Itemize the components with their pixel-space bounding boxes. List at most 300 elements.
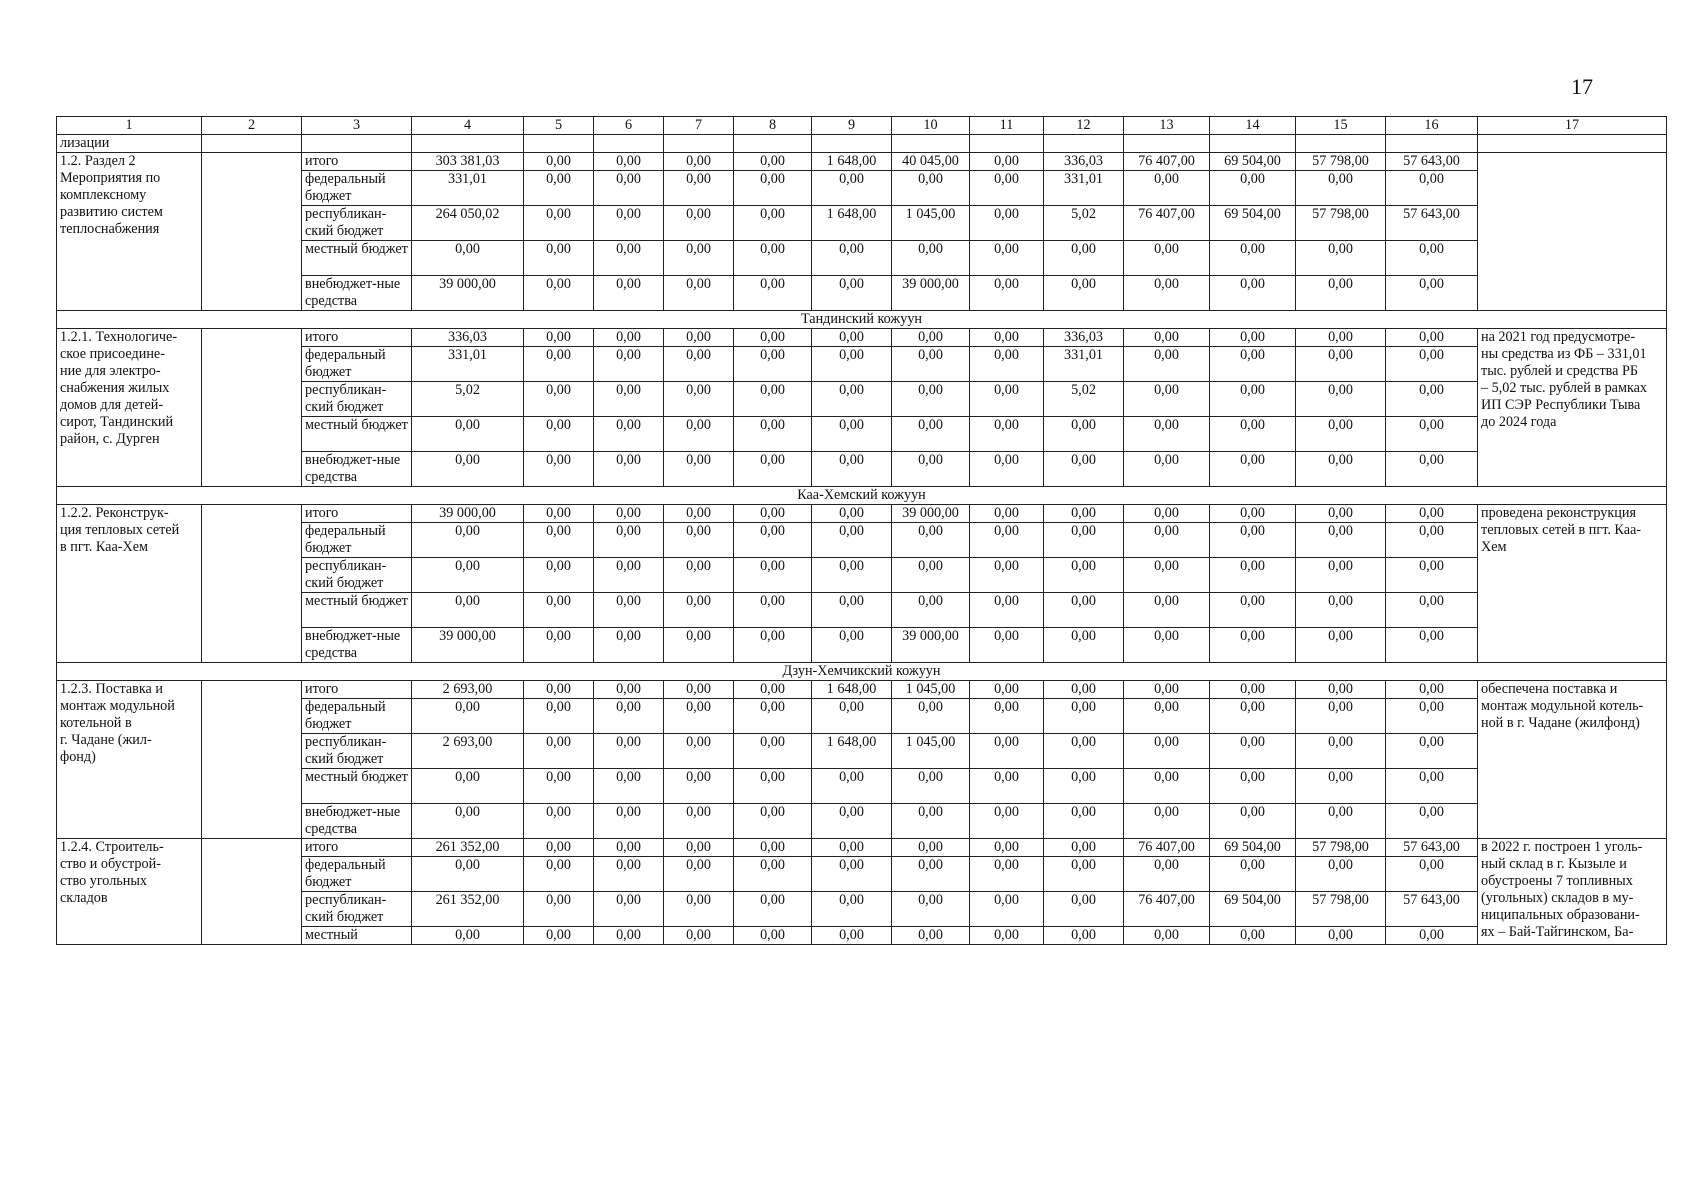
value-cell: 0,00	[664, 734, 734, 769]
funding-source: местный бюджет	[302, 241, 412, 276]
item-name: 1.2. Раздел 2 Мероприятия по комплексному развитию систем теплоснабжения	[57, 153, 202, 311]
value-cell: 0,00	[1044, 523, 1124, 558]
value-cell: 0,00	[524, 276, 594, 311]
value-cell: 0,00	[524, 382, 594, 417]
executor-cell	[202, 505, 302, 663]
value-cell: 0,00	[734, 329, 812, 347]
value-cell: 0,00	[734, 171, 812, 206]
value-cell: 57 798,00	[1296, 839, 1386, 857]
district-name: Тандинский кожуун	[57, 311, 1667, 329]
value-cell: 0,00	[970, 628, 1044, 663]
value-cell: 0,00	[1210, 382, 1296, 417]
value-cell: 0,00	[734, 276, 812, 311]
value-cell: 0,00	[1386, 558, 1478, 593]
value-cell: 0,00	[892, 558, 970, 593]
value-cell: 0,00	[892, 857, 970, 892]
column-header: 10	[892, 117, 970, 135]
value-cell: 0,00	[1124, 558, 1210, 593]
value-cell: 0,00	[1210, 628, 1296, 663]
value-cell: 0,00	[812, 347, 892, 382]
funding-source: местный	[302, 927, 412, 945]
value-cell: 0,00	[812, 593, 892, 628]
funding-source: федеральный бюджет	[302, 523, 412, 558]
value-cell: 0,00	[594, 839, 664, 857]
value-cell: 0,00	[524, 329, 594, 347]
value-cell: 0,00	[1386, 769, 1478, 804]
value-cell: 0,00	[524, 153, 594, 171]
value-cell: 0,00	[1124, 276, 1210, 311]
value-cell: 5,02	[412, 382, 524, 417]
value-cell: 336,03	[412, 329, 524, 347]
value-cell: 0,00	[970, 734, 1044, 769]
value-cell: 0,00	[734, 347, 812, 382]
value-cell: 0,00	[1044, 558, 1124, 593]
district-name: Дзун-Хемчикский кожуун	[57, 663, 1667, 681]
value-cell: 0,00	[1296, 857, 1386, 892]
value-cell: 0,00	[594, 206, 664, 241]
value-cell: 0,00	[412, 417, 524, 452]
empty-cell	[1124, 135, 1210, 153]
value-cell: 0,00	[970, 857, 1044, 892]
value-cell: 0,00	[970, 505, 1044, 523]
value-cell: 0,00	[664, 927, 734, 945]
value-cell: 76 407,00	[1124, 153, 1210, 171]
executor-cell	[202, 153, 302, 311]
value-cell: 0,00	[1296, 417, 1386, 452]
funding-source: итого	[302, 153, 412, 171]
value-cell: 0,00	[1296, 276, 1386, 311]
value-cell: 0,00	[524, 892, 594, 927]
value-cell: 0,00	[734, 505, 812, 523]
value-cell: 0,00	[412, 452, 524, 487]
value-cell: 40 045,00	[892, 153, 970, 171]
value-cell: 0,00	[1210, 523, 1296, 558]
empty-cell	[1478, 135, 1667, 153]
table-row	[57, 505, 1667, 523]
value-cell: 336,03	[1044, 329, 1124, 347]
value-cell: 0,00	[1296, 171, 1386, 206]
value-cell: 0,00	[812, 558, 892, 593]
value-cell: 331,01	[412, 171, 524, 206]
value-cell: 0,00	[1296, 593, 1386, 628]
value-cell: 0,00	[524, 505, 594, 523]
value-cell: 0,00	[1386, 523, 1478, 558]
value-cell: 0,00	[1386, 382, 1478, 417]
value-cell: 0,00	[734, 857, 812, 892]
value-cell: 0,00	[524, 699, 594, 734]
value-cell: 69 504,00	[1210, 839, 1296, 857]
value-cell: 0,00	[812, 452, 892, 487]
value-cell: 0,00	[1210, 769, 1296, 804]
value-cell: 0,00	[1210, 241, 1296, 276]
value-cell: 0,00	[524, 927, 594, 945]
value-cell: 0,00	[524, 171, 594, 206]
value-cell: 0,00	[1296, 558, 1386, 593]
value-cell: 0,00	[1386, 452, 1478, 487]
result-note	[1478, 153, 1667, 311]
value-cell: 0,00	[892, 892, 970, 927]
value-cell: 0,00	[1044, 699, 1124, 734]
value-cell: 0,00	[664, 276, 734, 311]
executor-cell	[202, 681, 302, 839]
value-cell: 336,03	[1044, 153, 1124, 171]
value-cell: 0,00	[734, 153, 812, 171]
value-cell: 0,00	[1296, 734, 1386, 769]
value-cell: 0,00	[812, 628, 892, 663]
value-cell: 0,00	[1124, 171, 1210, 206]
value-cell: 0,00	[1210, 171, 1296, 206]
value-cell: 0,00	[664, 241, 734, 276]
funding-source: итого	[302, 681, 412, 699]
value-cell: 0,00	[1044, 839, 1124, 857]
value-cell: 5,02	[1044, 206, 1124, 241]
value-cell: 2 693,00	[412, 681, 524, 699]
value-cell: 0,00	[970, 558, 1044, 593]
result-note: обеспечена поставка и монтаж модульной котель- ной в г. Чадане (жилфонд)	[1478, 681, 1667, 839]
value-cell: 0,00	[1296, 452, 1386, 487]
value-cell: 0,00	[524, 804, 594, 839]
value-cell: 0,00	[524, 857, 594, 892]
value-cell: 0,00	[524, 241, 594, 276]
value-cell: 0,00	[524, 417, 594, 452]
value-cell: 0,00	[412, 523, 524, 558]
value-cell: 0,00	[970, 417, 1044, 452]
value-cell: 0,00	[524, 206, 594, 241]
value-cell: 0,00	[970, 241, 1044, 276]
result-note: на 2021 год предусмотре- ны средства из ФБ – 331,01 тыс. рублей и средства РБ – 5,02 тыс. рублей в рамках ИП СЭР Республики Тыва до 2024 года	[1478, 329, 1667, 487]
value-cell: 0,00	[970, 681, 1044, 699]
value-cell: 0,00	[1296, 505, 1386, 523]
value-cell: 0,00	[734, 839, 812, 857]
column-header: 14	[1210, 117, 1296, 135]
value-cell: 0,00	[892, 171, 970, 206]
value-cell: 0,00	[594, 804, 664, 839]
value-cell: 0,00	[812, 892, 892, 927]
value-cell: 0,00	[524, 769, 594, 804]
value-cell: 0,00	[594, 558, 664, 593]
value-cell: 0,00	[594, 171, 664, 206]
value-cell: 0,00	[734, 734, 812, 769]
value-cell: 0,00	[1044, 241, 1124, 276]
value-cell: 0,00	[1124, 505, 1210, 523]
funding-source: внебюджет-ные средства	[302, 628, 412, 663]
value-cell: 0,00	[594, 593, 664, 628]
value-cell: 0,00	[734, 927, 812, 945]
district-row	[57, 311, 1667, 329]
value-cell: 0,00	[734, 628, 812, 663]
column-header: 9	[812, 117, 892, 135]
value-cell: 0,00	[524, 681, 594, 699]
value-cell: 0,00	[1044, 452, 1124, 487]
value-cell: 0,00	[970, 153, 1044, 171]
result-note: в 2022 г. построен 1 уголь- ный склад в г. Кызыле и обустроены 7 топливных (угольных) складов в му- ниципальных образовани- ях – Бай-Тайгинском, Ба-	[1478, 839, 1667, 945]
value-cell: 0,00	[1386, 681, 1478, 699]
value-cell: 0,00	[812, 241, 892, 276]
value-cell: 57 798,00	[1296, 206, 1386, 241]
value-cell: 57 798,00	[1296, 153, 1386, 171]
value-cell: 69 504,00	[1210, 153, 1296, 171]
value-cell: 0,00	[734, 681, 812, 699]
value-cell: 2 693,00	[412, 734, 524, 769]
funding-source: федеральный бюджет	[302, 171, 412, 206]
value-cell: 0,00	[812, 699, 892, 734]
value-cell: 0,00	[1210, 699, 1296, 734]
empty-cell	[412, 135, 524, 153]
value-cell: 0,00	[664, 558, 734, 593]
value-cell: 0,00	[812, 505, 892, 523]
column-header: 16	[1386, 117, 1478, 135]
budget-table	[56, 116, 1667, 945]
value-cell: 57 643,00	[1386, 206, 1478, 241]
value-cell: 0,00	[1210, 734, 1296, 769]
value-cell: 0,00	[1044, 505, 1124, 523]
column-header: 8	[734, 117, 812, 135]
column-header: 6	[594, 117, 664, 135]
value-cell: 0,00	[594, 769, 664, 804]
value-cell: 0,00	[970, 593, 1044, 628]
value-cell: 57 643,00	[1386, 839, 1478, 857]
column-header: 11	[970, 117, 1044, 135]
value-cell: 0,00	[734, 206, 812, 241]
value-cell: 0,00	[734, 593, 812, 628]
value-cell: 0,00	[1124, 769, 1210, 804]
value-cell: 0,00	[1124, 523, 1210, 558]
value-cell: 5,02	[1044, 382, 1124, 417]
value-cell: 0,00	[1296, 382, 1386, 417]
value-cell: 0,00	[892, 452, 970, 487]
value-cell: 0,00	[1124, 628, 1210, 663]
funding-source: республикан-ский бюджет	[302, 382, 412, 417]
value-cell: 0,00	[1124, 382, 1210, 417]
value-cell: 0,00	[970, 804, 1044, 839]
value-cell: 0,00	[524, 593, 594, 628]
value-cell: 0,00	[1296, 804, 1386, 839]
value-cell: 0,00	[1386, 276, 1478, 311]
value-cell: 57 798,00	[1296, 892, 1386, 927]
value-cell: 0,00	[1210, 452, 1296, 487]
value-cell: 0,00	[524, 558, 594, 593]
column-header: 1	[57, 117, 202, 135]
value-cell: 0,00	[892, 804, 970, 839]
value-cell: 57 643,00	[1386, 892, 1478, 927]
value-cell: 0,00	[734, 558, 812, 593]
value-cell: 0,00	[970, 699, 1044, 734]
district-name: Каа-Хемский кожуун	[57, 487, 1667, 505]
value-cell: 0,00	[1386, 593, 1478, 628]
value-cell: 0,00	[1044, 417, 1124, 452]
funding-source: федеральный бюджет	[302, 857, 412, 892]
value-cell: 0,00	[664, 505, 734, 523]
value-cell: 0,00	[594, 505, 664, 523]
value-cell: 0,00	[1124, 681, 1210, 699]
value-cell: 0,00	[1044, 857, 1124, 892]
value-cell: 0,00	[1386, 347, 1478, 382]
value-cell: 0,00	[970, 206, 1044, 241]
funding-source: федеральный бюджет	[302, 699, 412, 734]
value-cell: 0,00	[664, 699, 734, 734]
value-cell: 0,00	[1386, 857, 1478, 892]
funding-source: итого	[302, 839, 412, 857]
value-cell: 0,00	[664, 206, 734, 241]
value-cell: 0,00	[812, 171, 892, 206]
continuation-label: лизации	[57, 135, 202, 153]
value-cell: 0,00	[1044, 769, 1124, 804]
value-cell: 0,00	[734, 241, 812, 276]
column-header: 15	[1296, 117, 1386, 135]
table-row	[57, 681, 1667, 699]
value-cell: 0,00	[1210, 505, 1296, 523]
value-cell: 0,00	[594, 329, 664, 347]
empty-cell	[1210, 135, 1296, 153]
value-cell: 0,00	[524, 523, 594, 558]
value-cell: 0,00	[412, 558, 524, 593]
value-cell: 0,00	[812, 839, 892, 857]
continuation-row	[57, 135, 1667, 153]
item-name: 1.2.4. Строитель- ство и обустрой- ство угольных складов	[57, 839, 202, 945]
value-cell: 0,00	[1386, 628, 1478, 663]
value-cell: 0,00	[1210, 347, 1296, 382]
value-cell: 0,00	[594, 927, 664, 945]
value-cell: 0,00	[594, 857, 664, 892]
value-cell: 0,00	[412, 241, 524, 276]
result-note: проведена реконструкция тепловых сетей в пгт. Каа- Хем	[1478, 505, 1667, 663]
value-cell: 0,00	[892, 927, 970, 945]
value-cell: 0,00	[1210, 927, 1296, 945]
empty-cell	[202, 135, 302, 153]
value-cell: 0,00	[970, 523, 1044, 558]
value-cell: 0,00	[1296, 927, 1386, 945]
page-number: 17	[1571, 74, 1593, 99]
column-header: 2	[202, 117, 302, 135]
value-cell: 0,00	[1386, 699, 1478, 734]
funding-source: республикан-ский бюджет	[302, 734, 412, 769]
value-cell: 0,00	[1210, 804, 1296, 839]
value-cell: 1 045,00	[892, 681, 970, 699]
value-cell: 0,00	[1044, 681, 1124, 699]
value-cell: 261 352,00	[412, 892, 524, 927]
value-cell: 0,00	[970, 382, 1044, 417]
value-cell: 0,00	[1210, 417, 1296, 452]
value-cell: 0,00	[1124, 452, 1210, 487]
value-cell: 0,00	[594, 382, 664, 417]
value-cell: 69 504,00	[1210, 206, 1296, 241]
table-row	[57, 839, 1667, 857]
value-cell: 0,00	[812, 329, 892, 347]
empty-cell	[812, 135, 892, 153]
value-cell: 76 407,00	[1124, 892, 1210, 927]
value-cell: 0,00	[664, 523, 734, 558]
value-cell: 0,00	[1296, 241, 1386, 276]
funding-source: республикан-ский бюджет	[302, 892, 412, 927]
value-cell: 331,01	[1044, 171, 1124, 206]
value-cell: 0,00	[1210, 329, 1296, 347]
value-cell: 0,00	[594, 153, 664, 171]
value-cell: 0,00	[1044, 628, 1124, 663]
value-cell: 0,00	[1296, 681, 1386, 699]
executor-cell	[202, 329, 302, 487]
value-cell: 0,00	[734, 699, 812, 734]
empty-cell	[594, 135, 664, 153]
value-cell: 39 000,00	[412, 628, 524, 663]
value-cell: 76 407,00	[1124, 839, 1210, 857]
value-cell: 0,00	[664, 839, 734, 857]
value-cell: 0,00	[412, 699, 524, 734]
value-cell: 303 381,03	[412, 153, 524, 171]
value-cell: 0,00	[970, 171, 1044, 206]
funding-source: местный бюджет	[302, 769, 412, 804]
executor-cell	[202, 839, 302, 945]
value-cell: 0,00	[734, 452, 812, 487]
value-cell: 0,00	[1124, 857, 1210, 892]
value-cell: 0,00	[970, 927, 1044, 945]
value-cell: 0,00	[1296, 769, 1386, 804]
empty-cell	[1386, 135, 1478, 153]
value-cell: 0,00	[1044, 276, 1124, 311]
empty-cell	[302, 135, 412, 153]
column-header: 7	[664, 117, 734, 135]
value-cell: 1 648,00	[812, 206, 892, 241]
column-header: 5	[524, 117, 594, 135]
funding-source: федеральный бюджет	[302, 347, 412, 382]
funding-source: итого	[302, 505, 412, 523]
value-cell: 0,00	[1386, 417, 1478, 452]
value-cell: 0,00	[1296, 523, 1386, 558]
value-cell: 0,00	[1124, 417, 1210, 452]
funding-source: внебюджет-ные средства	[302, 804, 412, 839]
value-cell: 0,00	[812, 927, 892, 945]
column-header: 17	[1478, 117, 1667, 135]
value-cell: 0,00	[664, 857, 734, 892]
value-cell: 0,00	[1124, 699, 1210, 734]
empty-cell	[734, 135, 812, 153]
district-row	[57, 487, 1667, 505]
value-cell: 331,01	[412, 347, 524, 382]
value-cell: 1 045,00	[892, 206, 970, 241]
value-cell: 0,00	[812, 276, 892, 311]
value-cell: 0,00	[1210, 857, 1296, 892]
value-cell: 0,00	[1124, 329, 1210, 347]
value-cell: 0,00	[734, 804, 812, 839]
value-cell: 0,00	[892, 699, 970, 734]
value-cell: 0,00	[1124, 734, 1210, 769]
funding-source: республикан-ский бюджет	[302, 558, 412, 593]
funding-source: местный бюджет	[302, 593, 412, 628]
funding-source: итого	[302, 329, 412, 347]
value-cell: 0,00	[1044, 927, 1124, 945]
value-cell: 0,00	[1386, 171, 1478, 206]
value-cell: 0,00	[1124, 593, 1210, 628]
value-cell: 0,00	[524, 839, 594, 857]
value-cell: 0,00	[812, 804, 892, 839]
header-row	[57, 117, 1667, 135]
value-cell: 0,00	[1210, 681, 1296, 699]
value-cell: 0,00	[734, 417, 812, 452]
column-header: 12	[1044, 117, 1124, 135]
value-cell: 0,00	[892, 839, 970, 857]
value-cell: 1 648,00	[812, 734, 892, 769]
empty-cell	[1296, 135, 1386, 153]
value-cell: 0,00	[892, 523, 970, 558]
value-cell: 0,00	[524, 452, 594, 487]
value-cell: 0,00	[812, 382, 892, 417]
value-cell: 0,00	[970, 769, 1044, 804]
value-cell: 0,00	[594, 276, 664, 311]
funding-source: внебюджет-ные средства	[302, 452, 412, 487]
empty-cell	[970, 135, 1044, 153]
value-cell: 0,00	[412, 769, 524, 804]
value-cell: 264 050,02	[412, 206, 524, 241]
funding-source: внебюджет-ные средства	[302, 276, 412, 311]
